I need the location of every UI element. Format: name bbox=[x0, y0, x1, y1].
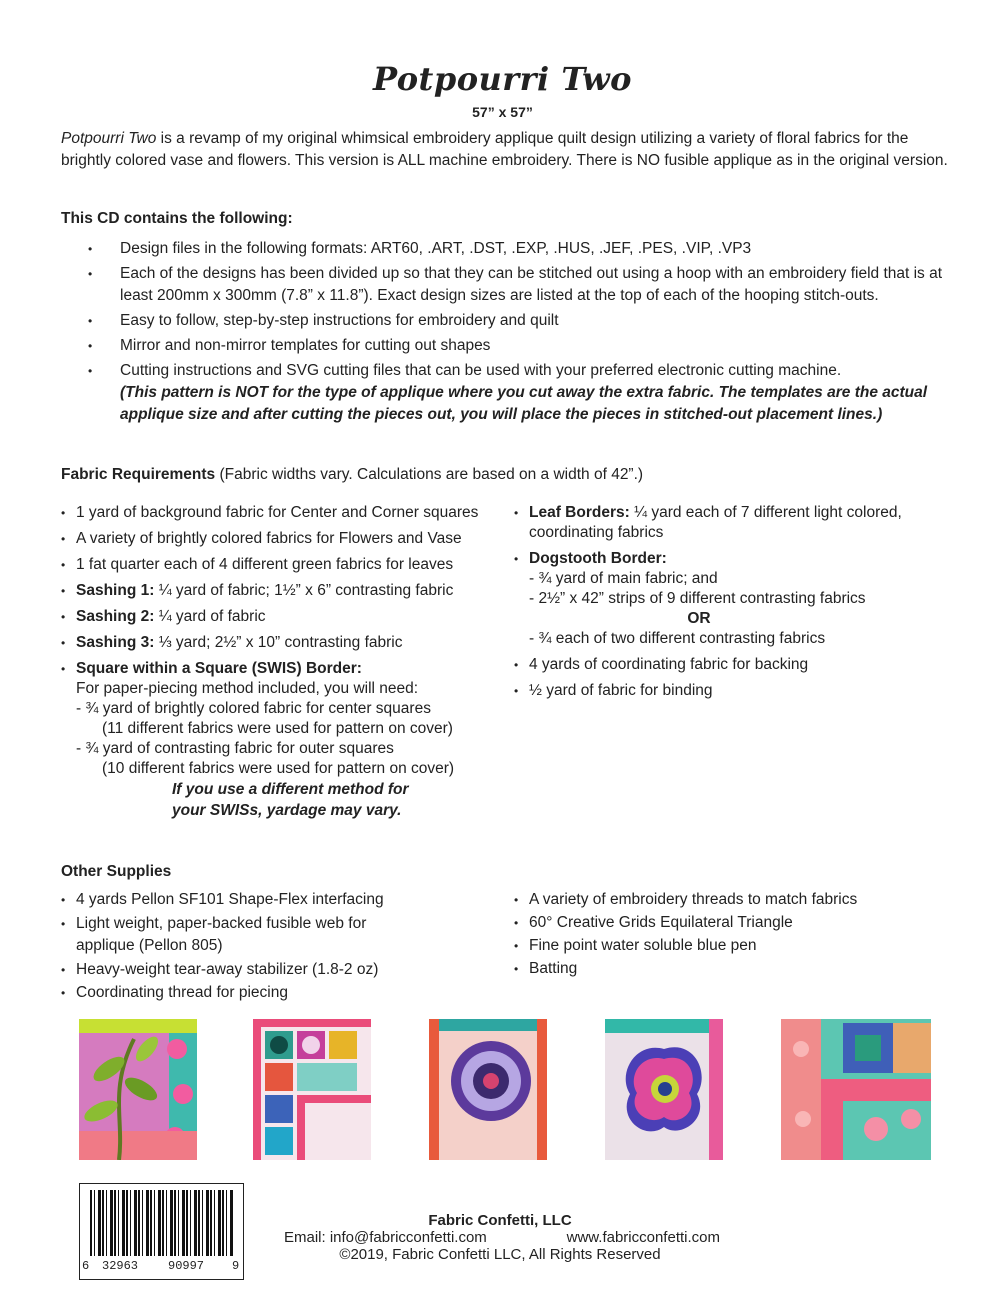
list-item bbox=[61, 581, 501, 601]
supplies-left-list bbox=[61, 890, 421, 1006]
contact-row bbox=[280, 1229, 720, 1246]
list-item bbox=[61, 607, 501, 627]
swis-label: • Square within a Square (SWIS) Border: bbox=[76, 660, 362, 677]
quilt-photo-embroidered-flower bbox=[605, 1019, 723, 1160]
fabric-heading-note: (Fabric widths vary. Calculations are based on a width of 42”.) bbox=[215, 466, 644, 483]
intro-title: Potpourri Two bbox=[61, 130, 157, 147]
list-item: • 1 fat quarter each of 4 different green fabrics for leaves bbox=[61, 555, 501, 575]
quilt-photo-leaves bbox=[79, 1019, 197, 1160]
list-item: • 60° Creative Grids Equilateral Triangle bbox=[514, 913, 954, 933]
cd-heading: This CD contains the following: bbox=[61, 210, 293, 227]
list-item: • Easy to follow, step-by-step instructions for embroidery and quilt bbox=[82, 310, 962, 332]
leaf-borders-text: ¼ yard each of 7 different light colored, coordinating fabrics bbox=[529, 504, 902, 541]
company-name: Fabric Confetti, LLC bbox=[428, 1212, 572, 1229]
leaf-borders-label: Leaf Borders: bbox=[529, 504, 630, 521]
list-item: • Coordinating thread for piecing bbox=[61, 983, 421, 1003]
swis-center-note: (11 different fabrics were used for pattern on cover) bbox=[102, 720, 453, 737]
quilt-photo-flower bbox=[429, 1019, 547, 1160]
list-item: • Batting bbox=[514, 959, 954, 979]
intro-text: is a revamp of my original whimsical embroidery applique quilt design utilizing a variety of floral fabrics for the brightly colored vase and flowers. This version is ALL machine embroidery. There is NO fusible applique as in the original version. bbox=[61, 130, 948, 169]
fabric-heading: Fabric Requirements bbox=[61, 466, 216, 483]
list-item: • 4 yards Pellon SF101 Shape-Flex interfacing bbox=[61, 890, 421, 910]
sashing-2-text: ¼ yard of fabric bbox=[154, 608, 266, 625]
swis-method-note-2: your SWISs, yardage may vary. bbox=[172, 802, 402, 819]
pattern-note: (This pattern is NOT for the type of applique where you cut away the extra fabric. The templates are the actual applique size and after cutting the pieces out, you will place the pieces in stitched-out placement lines.) bbox=[120, 384, 928, 423]
list-item: • Mirror and non-mirror templates for cutting out shapes bbox=[82, 335, 962, 357]
swis-method-note-1: If you use a different method for bbox=[172, 781, 409, 798]
fabric-right-list bbox=[514, 503, 954, 707]
page-title: Potpourri Two bbox=[372, 60, 632, 98]
swis-outer: - ¾ yard of contrasting fabric for outer squares bbox=[76, 740, 394, 757]
supplies-right-list bbox=[514, 890, 954, 982]
cutting-text: Cutting instructions and SVG cutting files that can be used with your preferred electronic cutting machine. bbox=[120, 362, 842, 379]
swis-outer-note: (10 different fabrics were used for pattern on cover) bbox=[102, 760, 455, 777]
sashing-1-label: Sashing 1: bbox=[76, 582, 155, 599]
list-item bbox=[82, 360, 962, 426]
list-item: • A variety of brightly colored fabrics for Flowers and Vase bbox=[61, 529, 501, 549]
list-item: • A variety of embroidery threads to match fabrics bbox=[514, 890, 954, 910]
intro-paragraph bbox=[61, 128, 949, 172]
quilt-photo-border bbox=[781, 1019, 931, 1160]
list-item: • ½ yard of fabric for binding bbox=[514, 681, 954, 701]
list-item bbox=[514, 549, 954, 649]
list-item: • Design files in the following formats: ART60, .ART, .DST, .EXP, .HUS, .JEF, .PES, .VIP, .VP3 bbox=[82, 238, 962, 260]
barcode-bars bbox=[90, 1190, 233, 1256]
list-item: • Fine point water soluble blue pen bbox=[514, 936, 954, 956]
fabric-heading-row bbox=[61, 466, 643, 484]
quilt-size: 57” x 57” bbox=[472, 104, 533, 120]
barcode-digits-left: 32963 bbox=[102, 1259, 139, 1273]
website-link[interactable]: www.fabricconfetti.com bbox=[566, 1229, 720, 1246]
swis-center: - ¾ yard of brightly colored fabric for center squares bbox=[76, 700, 431, 717]
footer bbox=[280, 1212, 720, 1263]
list-item: • Each of the designs has been divided up so that they can be stitched out using a hoop with an embroidery field that is at least 200mm x 300mm (7.8” x 11.8”). Exact design sizes are listed at the top of each of the hooping stitch-outs. bbox=[82, 263, 962, 307]
dogstooth-or: OR bbox=[687, 610, 711, 627]
barcode-digits-right: 90997 bbox=[168, 1259, 205, 1273]
barcode-digit-last: 9 bbox=[232, 1259, 240, 1273]
dogstooth-strips: - 2½” x 42” strips of 9 different contrasting fabrics bbox=[529, 590, 866, 607]
supplies-heading: Other Supplies bbox=[61, 863, 172, 880]
list-item: • Heavy-weight tear-away stabilizer (1.8-2 oz) bbox=[61, 960, 421, 980]
list-item: • 1 yard of background fabric for Center and Corner squares bbox=[61, 503, 501, 523]
swis-intro: For paper-piecing method included, you will need: bbox=[76, 680, 419, 697]
list-item bbox=[514, 503, 954, 543]
barcode bbox=[79, 1183, 244, 1280]
sashing-2-label: Sashing 2: bbox=[76, 608, 155, 625]
sashing-3-label: Sashing 3: bbox=[76, 634, 155, 651]
dogstooth-alt: - ¾ each of two different contrasting fabrics bbox=[529, 630, 826, 647]
list-item: • 4 yards of coordinating fabric for backing bbox=[514, 655, 954, 675]
email-link[interactable]: Email: info@fabricconfetti.com bbox=[284, 1229, 487, 1246]
sashing-3-text: ⅓ yard; 2½” x 10” contrasting fabric bbox=[154, 634, 403, 651]
fabric-left-list bbox=[61, 503, 501, 827]
quilt-photo-strip bbox=[79, 1019, 931, 1161]
list-item: • Light weight, paper-backed fusible web for applique (Pellon 805) bbox=[61, 913, 421, 957]
barcode-digit-first: 6 bbox=[82, 1259, 90, 1273]
sashing-1-text: ¼ yard of fabric; 1½” x 6” contrasting fabric bbox=[154, 582, 454, 599]
list-item bbox=[61, 659, 501, 821]
copyright: ©2019, Fabric Confetti LLC, All Rights Reserved bbox=[339, 1246, 661, 1263]
quilt-photo-blocks bbox=[253, 1019, 371, 1160]
dogstooth-main: - ¾ yard of main fabric; and bbox=[529, 570, 718, 587]
dogstooth-label: • Dogstooth Border: bbox=[529, 550, 667, 567]
cd-contents-list bbox=[82, 238, 962, 429]
list-item bbox=[61, 633, 501, 653]
